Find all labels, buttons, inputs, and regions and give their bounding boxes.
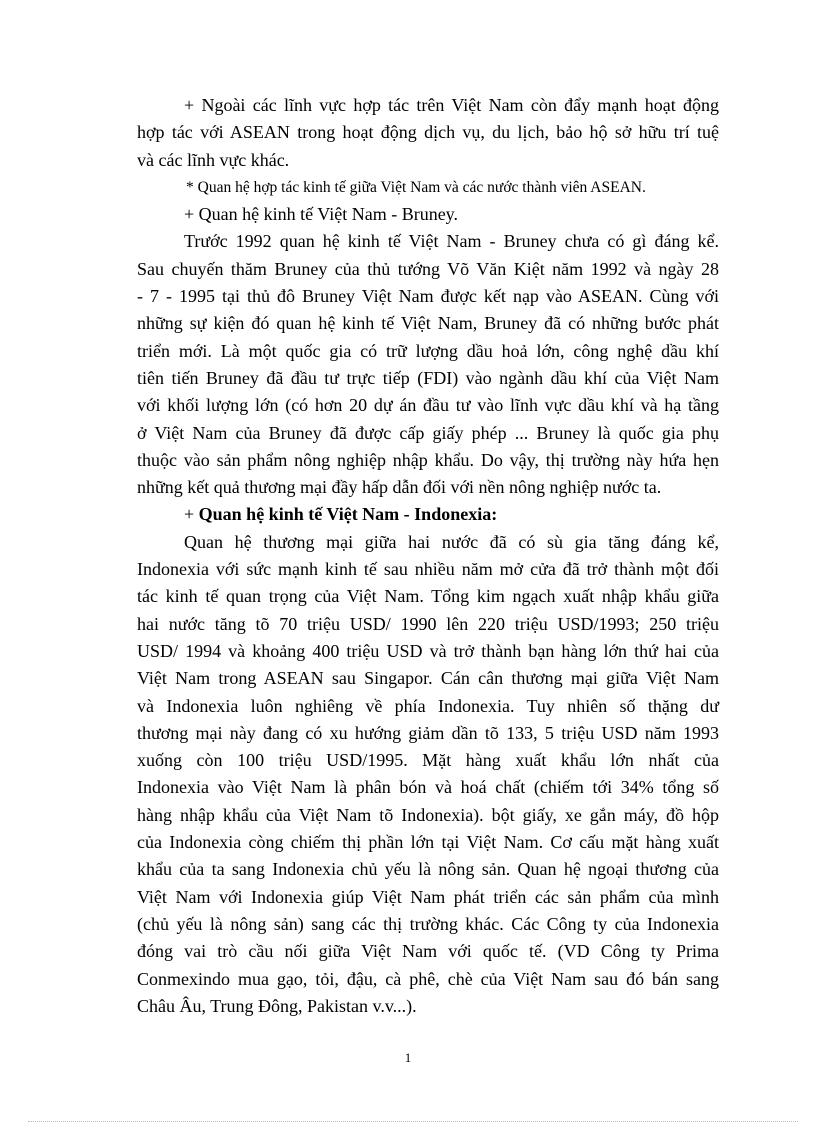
- text-line: Indonexia với sức mạnh kinh tế sau nhiều năm mở cửa đã trở thành một đối: [137, 559, 719, 580]
- document-body: [137, 92, 719, 1020]
- text-line: của Indonexia còng chiếm thị phần lớn tại Việt Nam. Cơ cấu mặt hàng xuất: [137, 832, 719, 853]
- text-line: ở Việt Nam của Bruney đã được cấp giấy phép ... Bruney là quốc gia phụ: [137, 422, 719, 443]
- text-line: Sau chuyến thăm Bruney của thủ tướng Võ Văn Kiệt năm 1992 và ngày 28: [137, 258, 719, 279]
- page-bottom-divider: [28, 1121, 798, 1122]
- text-line: và Indonexia luôn nghiêng về phía Indonexia. Tuy nhiên số thặng dư: [137, 695, 719, 716]
- text-line: - 7 - 1995 tại thủ đô Bruney Việt Nam được kết nạp vào ASEAN. Cùng với: [137, 286, 719, 307]
- text-line: những sự kiện đó quan hệ kinh tế Việt Nam, Bruney đã có những bước phát: [137, 313, 719, 334]
- text-line: hợp tác với ASEAN trong hoạt động dịch vụ, du lịch, bảo hộ sở hữu trí tuệ: [137, 122, 719, 143]
- text-line: thương mại này đang có xu hướng giảm dần tõ 133, 5 triệu USD năm 1993: [137, 722, 719, 743]
- text-line: và các lĩnh vực khác.: [137, 149, 290, 170]
- text-line: Conmexindo mua gạo, tỏi, đậu, cà phê, chè của Việt Nam sau đó bán sang: [137, 968, 719, 989]
- text-line: (chủ yếu là nông sản) sang các thị trường khác. Các Công ty của Indonexia: [137, 913, 719, 934]
- text-line: Châu Âu, Trung Đông, Pakistan v.v...).: [137, 995, 417, 1016]
- text-line: đóng vai trò cầu nối giữa Việt Nam với quốc tế. (VD Công ty Prima: [137, 941, 719, 962]
- text-line: hai nước tăng tõ 70 triệu USD/ 1990 lên 220 triệu USD/1993; 250 triệu: [137, 613, 719, 634]
- text-line: với khối lượng lớn (có hơn 20 dự án đầu tư vào lĩnh vực dầu khí và hạ tầng: [137, 395, 719, 416]
- text-line: Việt Nam với Indonexia giúp Việt Nam phát triển các sản phẩm của mình: [137, 886, 719, 907]
- subheading-brunei: + Quan hệ kinh tế Việt Nam - Bruney.: [184, 204, 459, 225]
- text-line: Việt Nam trong ASEAN sau Singapor. Cán cân thương mại giữa Việt Nam: [137, 668, 719, 689]
- text-line: tiên tiến Bruney đã đầu tư trực tiếp (FDI) vào ngành dầu khí của Việt Nam: [137, 367, 719, 388]
- text-line: + Ngoài các lĩnh vực hợp tác trên Việt Nam còn đẩy mạnh hoạt động: [184, 95, 719, 115]
- text-line: tác kinh tế quan trọng của Việt Nam. Tổng kim ngạch xuất nhập khẩu giữa: [137, 586, 719, 607]
- text-line: Quan hệ thương mại giữa hai nước đã có sù gia tăng đáng kể,: [184, 531, 719, 552]
- paragraph-indonesia: [137, 529, 719, 1020]
- text-line: USD/ 1994 và khoảng 400 triệu USD và trở thành bạn hàng lớn thứ hai của: [137, 640, 719, 661]
- text-line: xuống còn 100 triệu USD/1995. Mặt hàng xuất khẩu lớn nhất của: [137, 750, 719, 771]
- text-line: những kết quả thương mại đầy hấp dẫn đối với nền nông nghiệp nước ta.: [137, 477, 662, 498]
- text-line: hàng nhập khẩu của Việt Nam tõ Indonexia). bột giấy, xe gắn máy, đồ hộp: [137, 804, 719, 825]
- page-number: 1: [404, 1050, 412, 1065]
- text-line: thuộc vào sản phẩm nông nghiệp nhập khẩu. Do vậy, thị trường này hứa hẹn: [137, 449, 719, 470]
- paragraph-asean-cooperation: [137, 92, 719, 174]
- subheading-indonesia-prefix: +: [184, 504, 195, 525]
- paragraph-brunei: [137, 228, 719, 501]
- text-line: Indonexia vào Việt Nam là phân bón và hoá chất (chiếm tới 34% tổng số: [137, 777, 719, 798]
- text-line: triển mới. Là một quốc gia có trữ lượng dầu hoả lớn, công nghệ dầu khí: [137, 340, 719, 361]
- text-line: Trước 1992 quan hệ kinh tế Việt Nam - Bruney chưa có gì đáng kể.: [184, 231, 719, 252]
- section-heading-member-relations: * Quan hệ hợp tác kinh tế giữa Việt Nam và các nước thành viên ASEAN.: [186, 178, 646, 196]
- subheading-indonesia-title: Quan hệ kinh tế Việt Nam - Indonexia:: [198, 504, 498, 525]
- subheading-indonesia: [137, 501, 719, 528]
- text-line: khẩu của ta sang Indonexia chủ yếu là nông sản. Quan hệ ngoại thương của: [137, 859, 719, 880]
